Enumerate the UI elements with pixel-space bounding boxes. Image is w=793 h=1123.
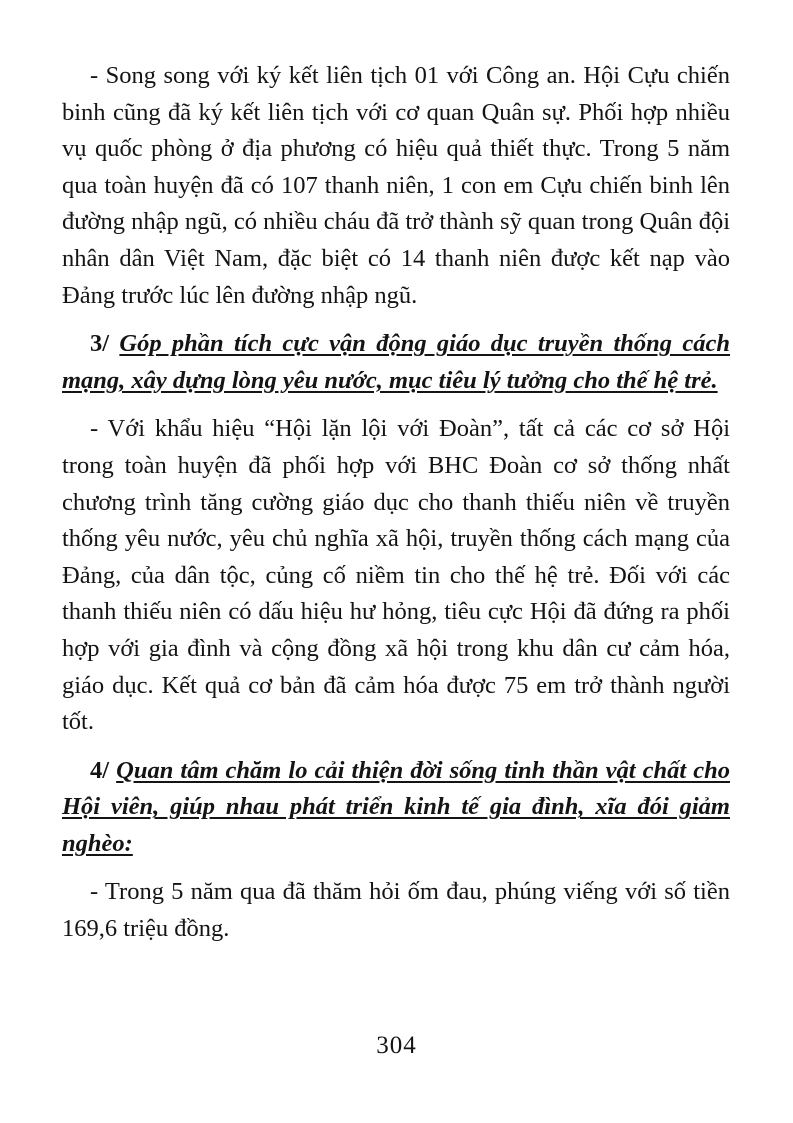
section-heading-3 <box>62 326 730 399</box>
section-number-4: 4/ <box>90 756 110 784</box>
section-title-4: Quan tâm chăm lo cải thiện đời sống tinh thần vật chất cho Hội viên, giúp nhau phát triển kinh tế gia đình, xĩa đói giảm nghèo: <box>62 756 730 857</box>
paragraph-veterans-cooperation: - Song song với ký kết liên tịch 01 với Công an. Hội Cựu chiến binh cũng đã ký kết liên tịch với cơ quan Quân sự. Phối hợp nhiều vụ quốc phòng ở địa phương có hiệu quả thiết thực. Trong 5 năm qua toàn huyện đã có 107 thanh niên, 1 con em Cựu chiến binh lên đường nhập ngũ, có nhiều cháu đã trở thành sỹ quan trong Quân đội nhân dân Việt Nam, đặc biệt có 14 thanh niên được kết nạp vào Đảng trước lúc lên đường nhập ngũ. <box>62 62 730 309</box>
section-title-3: Góp phần tích cực vận động giáo dục truyền thống cách mạng, xây dựng lòng yêu nước, mục tiêu lý tưởng cho thế hệ trẻ. <box>62 330 731 394</box>
page-number: 304 <box>376 1032 417 1059</box>
document-page <box>62 58 730 948</box>
section-heading-4 <box>62 753 730 863</box>
section-number-3: 3/ <box>90 330 110 358</box>
paragraph-member-welfare: - Trong 5 năm qua đã thăm hỏi ốm đau, phúng viếng với số tiền 169,6 triệu đồng. <box>62 878 730 943</box>
paragraph-youth-education: - Với khẩu hiệu “Hội lặn lội với Đoàn”, tất cả các cơ sở Hội trong toàn huyện đã phối hợp với BHC Đoàn cơ sở thống nhất chương trình tăng cường giáo dục cho thanh thiếu niên về truyền thống yêu nước, yêu chủ nghĩa xã hội, truyền thống cách mạng của Đảng, của dân tộc, củng cố niềm tin cho thế hệ trẻ. Đối với các thanh thiếu niên có dấu hiệu hư hỏng, tiêu cực Hội đã đứng ra phối hợp với gia đình và cộng đồng xã hội trong khu dân cư cảm hóa, giáo dục. Kết quả cơ bản đã cảm hóa được 75 em trở thành người tốt. <box>62 415 730 736</box>
